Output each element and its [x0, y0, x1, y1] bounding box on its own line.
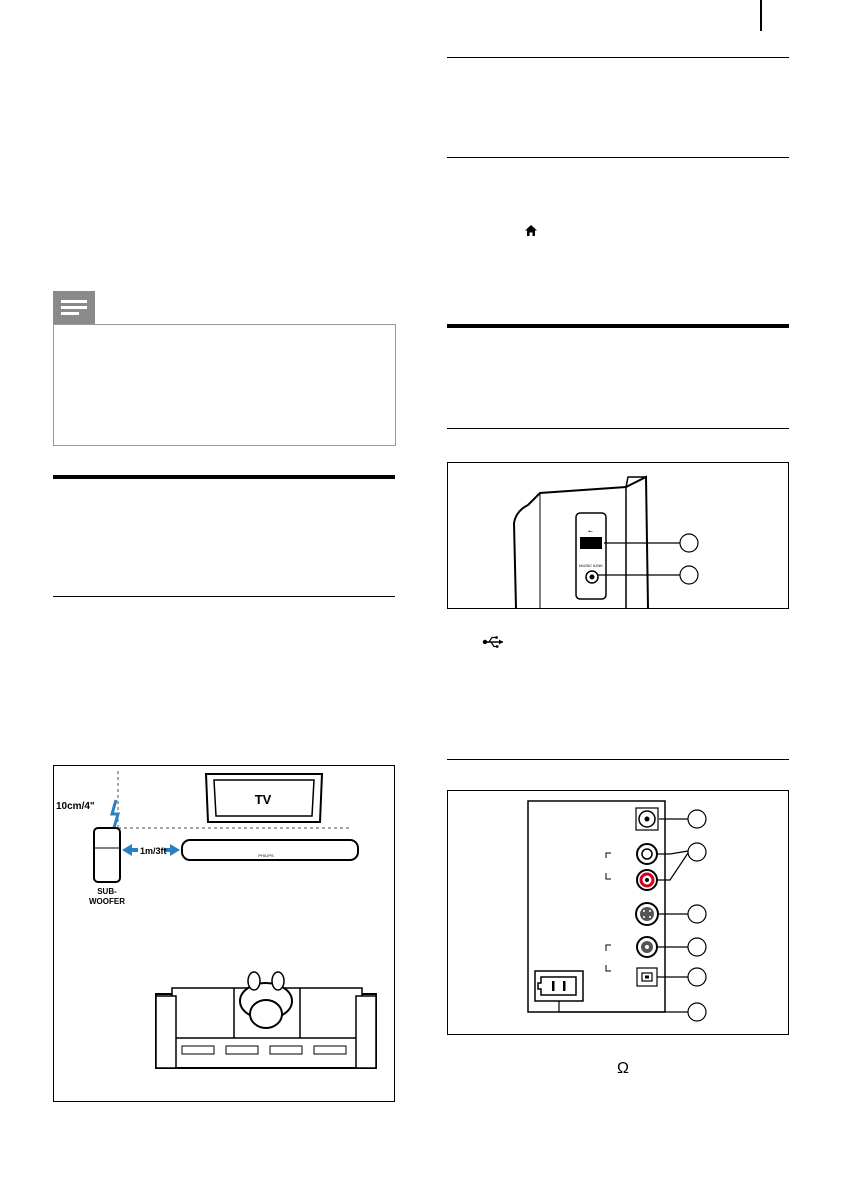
svg-text:⭠: ⭠	[588, 529, 593, 535]
subsection-rule-3	[447, 428, 789, 429]
note-box	[53, 324, 396, 446]
subwoofer-label-1: SUB-	[97, 887, 117, 896]
gap-arrow	[112, 800, 118, 828]
section-heading-rule	[53, 475, 395, 479]
callout-2	[688, 843, 706, 861]
soundbar-illustration	[182, 840, 358, 860]
gap-label: 10cm/4"	[56, 801, 95, 812]
callout-2	[680, 566, 698, 584]
callout-3	[688, 905, 706, 923]
home-icon	[524, 224, 538, 237]
section-heading-rule-right	[447, 324, 789, 328]
subwoofer-illustration	[94, 828, 120, 882]
subsection-rule-2	[447, 157, 789, 158]
rear-connectors-diagram	[447, 790, 789, 1035]
placement-diagram	[53, 765, 395, 1102]
note-icon	[53, 291, 95, 325]
callout-6	[688, 1003, 706, 1021]
subsection-rule	[53, 596, 395, 597]
tv-illustration	[206, 774, 322, 822]
page-edge-marker	[760, 0, 762, 31]
callout-1	[680, 534, 698, 552]
side-connectors-diagram	[447, 462, 789, 609]
subsection-rule-4	[447, 759, 789, 760]
usb-port	[580, 537, 602, 549]
subwoofer-label-2: WOOFER	[89, 897, 125, 906]
callout-4	[688, 938, 706, 956]
ohm-symbol: Ω	[617, 1060, 629, 1077]
distance-label: 1m/3ft	[140, 846, 167, 856]
callout-1	[688, 810, 706, 828]
usb-icon	[482, 635, 506, 649]
callout-5	[688, 968, 706, 986]
subsection-rule-top	[447, 57, 789, 58]
music-ilink-label: MUSIC iLINK	[579, 563, 603, 568]
tv-label: TV	[254, 792, 272, 807]
soundbar-brand: PHILIPS	[258, 853, 274, 858]
